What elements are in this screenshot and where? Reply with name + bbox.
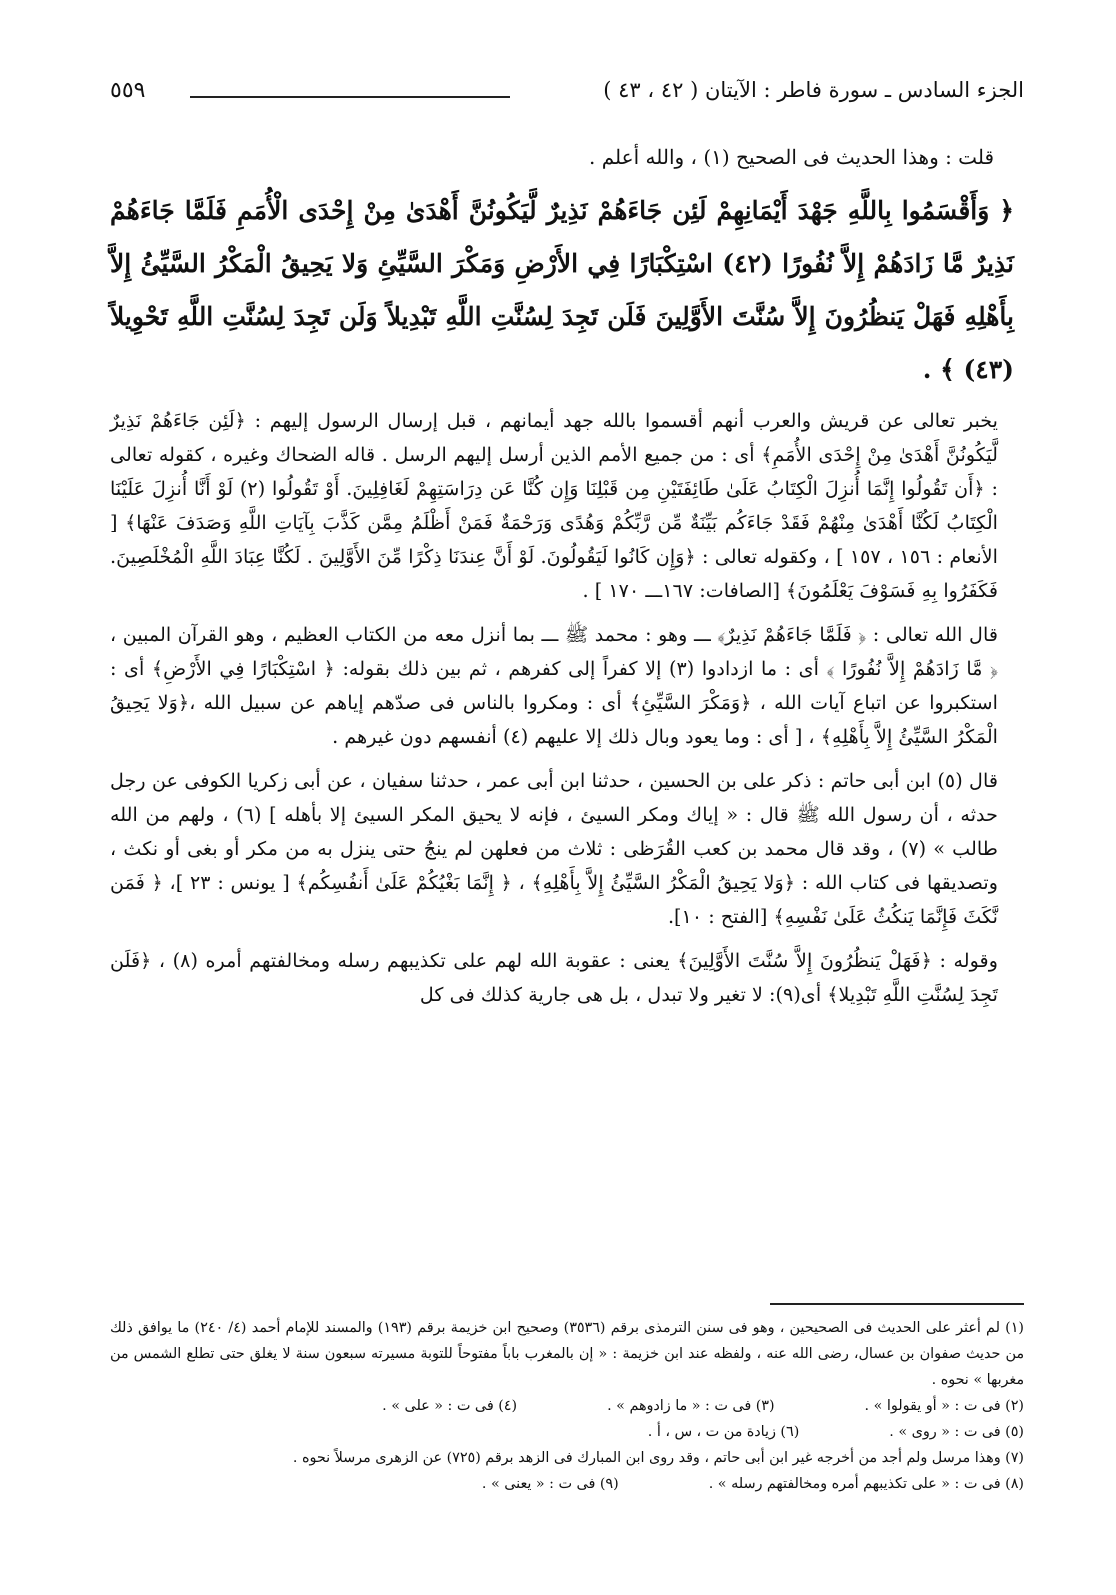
page-header — [110, 78, 1024, 118]
paragraph-3: قال (٥) ابن أبى حاتم : ذكر على بن الحسين ، حدثنا ابن أبى عمر ، حدثنا سفيان ، عن أبى زكريا الكوفى عن رجل حدثه ، أن رسول الله ﷺ قال : « إياك ومكر السيئ ، فإنه لا يحيق المكر السيئ إلا بأهله ] (٦) ، ولهم من الله طالب » (٧) ، وقد قال محمد بن كعب القُرَظى : ثلاث من فعلهن لم ينجُ حتى ينزل به من مكر أو بغى أو نكث ، وتصديقها فى كتاب الله : ﴿وَلا يَحِيقُ الْمَكْرُ السَّيِّئُ إِلاَّ بِأَهْلِهِ﴾ ، ﴿ إِنَّمَا بَغْيُكُمْ عَلَىٰ أَنفُسِكُم﴾ [ يونس : ٢٣ ]، ﴿ فَمَن نَّكَثَ فَإِنَّمَا يَنكُثُ عَلَىٰ نَفْسِهِ﴾ [الفتح : ١٠]. — [110, 769, 999, 928]
footnote-4: (٤) فى ت : « على » . — [382, 1398, 518, 1414]
footnote-row — [110, 1471, 1024, 1497]
paragraph-1: يخبر تعالى عن قريش والعرب أنهم أقسموا بالله جهد أيمانهم ، قبل إرسال الرسول إليهم : ﴿لَئِن جَاءَهُمْ نَذِيرٌ لَّيَكُونُنَّ أَهْدَىٰ مِنْ إِحْدَى الأُمَمِ﴾ أى : من جميع الأمم الذين أرسل إليهم الرسل . قاله الضحاك وغيره ، كقوله تعالى : ﴿أَن تَقُولُوا إِنَّمَا أُنزِلَ الْكِتَابُ عَلَىٰ طَائِفَتَيْنِ مِن قَبْلِنَا وَإِن كُنَّا عَن دِرَاسَتِهِمْ لَغَافِلِينَ. أَوْ تَقُولُوا (٢) لَوْ أَنَّا أُنزِلَ عَلَيْنَا الْكِتَابُ لَكُنَّا أَهْدَىٰ مِنْهُمْ فَقَدْ جَاءَكُم بَيِّنَةٌ مِّن رَّبِّكُمْ وَهُدًى وَرَحْمَةٌ فَمَنْ أَظْلَمُ مِمَّن كَذَّبَ بِآيَاتِ اللَّهِ وَصَدَفَ عَنْهَا﴾ [ الأنعام : ١٥٦ ، ١٥٧ ] ، وكقوله تعالى : ﴿وَإِن كَانُوا لَيَقُولُونَ. لَوْ أَنَّ عِندَنَا ذِكْرًا مِّنَ الأَوَّلِينَ . لَكُنَّا عِبَادَ اللَّهِ الْمُخْلَصِينَ. فَكَفَرُوا بِهِ فَسَوْفَ يَعْلَمُونَ﴾ [الصافات: ١٦٧ـــ ١٧٠ ] . — [110, 409, 999, 602]
footnote-rule — [770, 1303, 1024, 1305]
footnote-6: (٦) زيادة من ت ، س ، أ . — [647, 1424, 800, 1440]
quran-verse: ﴿ وَأَقْسَمُوا بِاللَّهِ جَهْدَ أَيْمَانِهِمْ لَئِن جَاءَهُمْ نَذِيرٌ لَّيَكُونُنَّ أَهْدَىٰ مِنْ إِحْدَى الْأُمَمِ فَلَمَّا جَاءَهُمْ نَذِيرٌ مَّا زَادَهُمْ إِلاَّ نُفُورًا (٤٢) اسْتِكْبَارًا فِي الأَرْضِ وَمَكْرَ السَّيِّئِ وَلا يَحِيقُ الْمَكْرُ السَّيِّئُ إِلاَّ بِأَهْلِهِ فَهَلْ يَنظُرُونَ إِلاَّ سُنَّتَ الأَوَّلِينَ فَلَن تَجِدَ لِسُنَّتِ اللَّهِ تَبْدِيلاً وَلَن تَجِدَ لِسُنَّتِ اللَّهِ تَحْوِيلاً (٤٣) ﴾ . — [110, 196, 1014, 384]
page-body — [110, 138, 1024, 1022]
header-rule — [190, 96, 510, 98]
paragraph-2: قال الله تعالى : ﴿ فَلَمَّا جَاءَهُمْ نَذِيرٌ﴾ ـــ وهو : محمد ﷺ ـــ بما أنزل معه من الكتاب العظيم ، وهو القرآن المبين ، ﴿ مَّا زَادَهُمْ إِلاَّ نُفُورًا ﴾ أى : ما ازدادوا (٣) إلا كفراً إلى كفرهم ، ثم بين ذلك بقوله: ﴿ اسْتِكْبَارًا فِي الأَرْضِ﴾ أى : استكبروا عن اتباع آيات الله ، ﴿وَمَكْرَ السَّيِّئِ﴾ أى : ومكروا بالناس فى صدّهم إياهم عن سبيل الله ،﴿وَلا يَحِيقُ الْمَكْرُ السَّيِّئُ إِلاَّ بِأَهْلِهِ﴾ ، [ أى : وما يعود وبال ذلك إلا عليهم (٤) أنفسهم دون غيرهم . — [110, 623, 998, 748]
footnote-1: (١) لم أعثر على الحديث فى الصحيحين ، وهو فى سنن الترمذى برقم (٣٥٣٦) وصحيح ابن خزيمة برقم (١٩٣) والمسند للإمام أحمد (٤/ ٢٤٠) ما يوافق ذلك من حديث صفوان بن عسال، رضى الله عنه ، ولفظه عند ابن خزيمة : « إن بالمغرب باباً مفتوحاً للتوبة مسيرته سبعون سنة لا يغلق حتى تطلع الشمس من مغربها » نحوه . — [110, 1320, 1024, 1388]
intro-line: قلت : وهذا الحديث فى الصحيح (١) ، والله أعلم . — [589, 145, 994, 169]
paragraph-4: وقوله : ﴿فَهَلْ يَنظُرُونَ إِلاَّ سُنَّتَ الأَوَّلِينَ﴾ يعنى : عقوبة الله لهم على تكذيبهم رسله ومخالفتهم أمره (٨) ، ﴿فَلَن تَجِدَ لِسُنَّتِ اللَّهِ تَبْدِيلا﴾ أى(٩): لا تغير ولا تبدل ، بل هى جارية كذلك فى كل — [110, 949, 998, 1006]
footnote-5: (٥) فى ت : « روى » . — [889, 1424, 1024, 1440]
footnote-9: (٩) فى ت : « يعنى » . — [481, 1476, 619, 1492]
footnotes — [110, 1315, 1024, 1497]
footnote-row — [110, 1419, 1024, 1445]
footnote-3: (٣) فى ت : « ما زادوهم » . — [607, 1398, 775, 1414]
footnote-row — [110, 1393, 1024, 1419]
footnote-8: (٨) فى ت : « على تكذيبهم أمره ومخالفتهم رسله » . — [708, 1476, 1024, 1492]
footnote-2: (٢) فى ت : « أو يقولوا » . — [864, 1398, 1024, 1414]
page-number: ٥٥٩ — [110, 78, 146, 103]
footnote-7: (٧) وهذا مرسل ولم أجد من أخرجه غير ابن أبى حاتم ، وقد روى ابن المبارك فى الزهد برقم (٧٢٥) عن الزهرى مرسلاً نحوه . — [292, 1450, 1024, 1466]
header-title: الجزء السادس ـ سورة فاطر : الآيتان ( ٤٢ ، ٤٣ ) — [603, 78, 1024, 102]
